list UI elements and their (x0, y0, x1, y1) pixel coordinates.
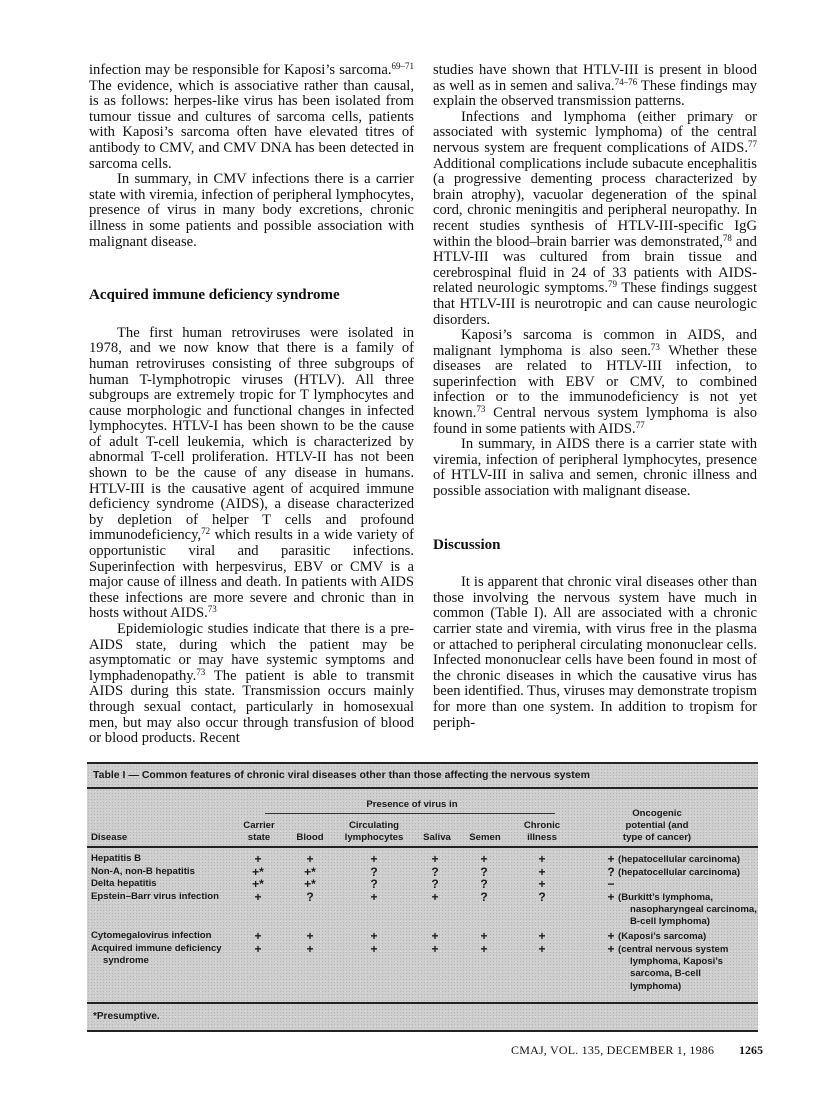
cell-saliva: ? (431, 864, 439, 879)
group-header-rule (265, 813, 555, 814)
cell-semen: + (480, 941, 488, 956)
reference: 79 (607, 279, 617, 290)
cell-semen: + (480, 929, 488, 943)
text: studies have shown that HTLV-III is present in blood as well as in semen and saliva. (433, 62, 757, 94)
cell-disease (91, 853, 141, 865)
text: Epidemiologic studies indicate that there is a pre-AIDS state, during which the patient may be asymptomatic or may have systemic symptoms and lymphadenopathy. (89, 621, 414, 684)
paragraph (433, 328, 757, 437)
cell-saliva: + (431, 941, 439, 956)
paragraph (89, 622, 414, 747)
text: The patient is able to transmit AIDS during this state. Transmission occurs mainly through sexual contact, particularly in homosexual men, but may also occur through transfusion of blood or blood products. Recent (89, 667, 414, 747)
cell-blood: + (306, 941, 314, 956)
text: Kaposi’s sarcoma is common in AIDS, and malignant lymphoma is also seen. (433, 327, 757, 359)
paragraph: It is apparent that chronic viral diseases other than those involving the nervous system have much in common (Table I). All are associated with a chronic carrier state and viremia, with virus free in the plasma or attached to peripheral circulating mononuclear cells. Infected mononuclear cells have been found in most of the chronic diseases in which the causative virus has been identified. Thus, viruses may demonstrate tropism for more than one system. In addition to tropism for periph- (433, 574, 757, 731)
reference: 69–71 (391, 61, 414, 71)
cell-onco: + (607, 889, 615, 904)
reference: 72 (201, 526, 211, 537)
cell-disease (91, 878, 157, 890)
header-line: Circulating (348, 820, 400, 831)
cell-line: lymphoma, Kaposi’s (630, 955, 723, 967)
cell-disease (91, 891, 219, 903)
cell-saliva: + (431, 852, 439, 866)
reference: 73 (476, 404, 486, 415)
cell-blood: + (306, 852, 314, 866)
reference: 73 (650, 341, 660, 352)
cell-chronic: ? (538, 889, 546, 904)
cell-onco: + (607, 941, 615, 956)
reference: 73 (207, 604, 217, 615)
cell-cancer-type (618, 944, 728, 994)
cell-blood: +* (304, 864, 316, 879)
cell-semen: + (480, 852, 488, 866)
cell-chronic: + (538, 852, 546, 866)
header-oncogenic-potential (587, 808, 727, 844)
header-chronic-illness (512, 820, 572, 844)
cell-semen: ? (480, 889, 488, 904)
table-footnote: *Presumptive. (93, 1011, 160, 1022)
cell-line: nasopharyngeal carcinoma, (630, 903, 757, 915)
cell-carrier: + (254, 941, 262, 956)
cell-onco: + (607, 929, 615, 943)
cell-line: (central nervous system (618, 943, 729, 955)
reference: 77 (748, 138, 757, 149)
table-rule (87, 787, 758, 789)
cell-line: (hepatocellular carcinoma) (618, 866, 741, 878)
cell-saliva: + (431, 929, 439, 943)
header-disease: Disease (91, 832, 128, 843)
cell-line: (hepatocellular carcinoma) (618, 854, 741, 865)
cell-cancer-type (618, 867, 740, 879)
cell-line: Delta hepatitis (91, 878, 157, 889)
cell-lymph: ? (370, 864, 378, 879)
text: Infections and lymphoma (either primary or associated with systemic lymphoma) of the central nervous system are frequent complications of AIDS. (433, 108, 757, 156)
cell-line: Non-A, non-B hepatitis (91, 865, 195, 877)
reference: 78 (722, 232, 732, 243)
cell-chronic: + (538, 877, 546, 891)
paragraph (433, 110, 757, 328)
cell-line: Epstein–Barr virus infection (91, 890, 219, 902)
reference: 73 (196, 666, 206, 677)
header-semen: Semen (469, 832, 501, 843)
text: infection may be responsible for Kaposi’s sarcoma. (89, 62, 392, 78)
cell-lymph: + (370, 929, 378, 943)
header-carrier-state (239, 820, 279, 844)
cell-disease (91, 943, 222, 967)
paragraph (89, 326, 414, 622)
cell-line: syndrome (103, 954, 149, 966)
cell-semen: ? (480, 877, 488, 891)
header-line: state (247, 832, 271, 843)
text: These findings suggest that HTLV-III is neurotropic and can cause neurologic disorders. (433, 280, 757, 328)
cell-semen: ? (480, 864, 488, 879)
cell-blood: + (306, 929, 314, 943)
cell-carrier: + (254, 889, 262, 904)
cell-blood: ? (306, 889, 314, 904)
text: These findings may explain the observed transmission patterns. (433, 77, 757, 110)
table-rule (87, 1030, 758, 1032)
cell-line: sarcoma, B-cell (630, 968, 701, 980)
cell-onco: − (607, 877, 615, 891)
table-rule (87, 1002, 758, 1004)
cell-carrier: + (254, 929, 262, 943)
cell-line: Acquired immune deficiency (91, 942, 222, 954)
table-rule (87, 846, 758, 848)
cell-cancer-type (618, 931, 706, 943)
text: Central nervous system lymphoma is also found in some patients with AIDS. (433, 405, 757, 437)
group-header: Presence of virus in (366, 799, 458, 810)
header-line: potential (and (625, 820, 689, 831)
cell-onco: ? (607, 864, 615, 879)
cell-line: Cytomegalovirus infection (91, 930, 212, 941)
header-line: Chronic (523, 820, 561, 831)
left-column (89, 63, 414, 747)
cell-lymph: + (370, 852, 378, 866)
cell-cancer-type (618, 892, 757, 929)
section-heading: Discussion (433, 536, 501, 553)
journal-citation: CMAJ, VOL. 135, DECEMBER 1, 1986 (511, 1043, 715, 1057)
cell-line: lymphoma) (630, 980, 682, 992)
paragraph: In summary, in AIDS there is a carrier state with viremia, infection of peripheral lymphocytes, presence of HTLV-III in saliva and semen, chronic illness and possible association with malignant disease. (433, 436, 757, 500)
cell-carrier: +* (252, 864, 264, 879)
cell-line: (Kaposi’s sarcoma) (618, 931, 707, 942)
header-line: illness (527, 832, 557, 843)
header-saliva: Saliva (423, 832, 451, 843)
text: Whether these diseases are related to HTLV-III infection, to superinfection with EBV or CMV, to combined infection or to the immunodeficiency is not yet known. (433, 342, 757, 422)
table-rule (87, 762, 758, 764)
reference: 77 (635, 419, 645, 430)
text: Additional complications include subacute encephalitis (a progressive dementing process characterized by brain atrophy), vacuolar degeneration of the spinal cord, chronic meningitis and peripheral neuropathy. In recent studies synthesis of HTLV-III-specific IgG within the blood–brain barrier was demonstrated, (433, 155, 757, 250)
cell-saliva: + (431, 889, 439, 904)
text: which results in a wide variety of opportunistic viral and parasitic infections. Superinfection with herpesvirus, EBV or CMV is a major cause of illness and death. In patients with AIDS these infections are more severe and chronic than in hosts without AIDS. (89, 527, 414, 622)
paragraph: In summary, in CMV infections there is a carrier state with viremia, infection of peripheral lymphocytes, presence of virus in many body excretions, chronic illness in some patients and possible association with malignant disease. (89, 171, 414, 250)
header-blood: Blood (296, 832, 324, 843)
text: and HTLV-III was cultured from brain tissue and cerebrospinal fluid in 24 of 33 patients with AIDS-related neurologic symptoms. (433, 233, 757, 297)
cell-onco: + (607, 852, 615, 866)
header-line: Oncogenic (632, 808, 682, 819)
cell-lymph: + (370, 889, 378, 904)
paragraph (89, 63, 414, 172)
table-title: Table I — Common features of chronic viral diseases other than those affecting the nervous system (93, 769, 590, 781)
cell-saliva: ? (431, 877, 439, 891)
cell-lymph: + (370, 941, 378, 956)
reference: 74–76 (614, 76, 638, 87)
cell-blood: +* (304, 877, 316, 891)
header-circulating-lymphocytes (334, 820, 414, 844)
header-line: type of cancer) (622, 832, 692, 843)
cell-disease (91, 930, 211, 942)
cell-line: B-cell lymphoma) (630, 916, 710, 928)
header-line: Carrier (243, 820, 275, 831)
paragraph (433, 63, 757, 110)
cell-chronic: + (538, 929, 546, 943)
page-number: 1265 (739, 1043, 763, 1057)
cell-carrier: + (254, 852, 262, 866)
cell-chronic: + (538, 864, 546, 879)
text: The first human retroviruses were isolated in 1978, and we now know that there is a family of human retroviruses consisting of three subgroups of human T-lymphotropic viruses (HTLV). All three subgroups are extremely tropic for T lymphocytes and cause morphologic and functional changes in infected lymphocytes. HTLV-I has been shown to be the cause of adult T-cell leukemia, which is characterized by abnormal T-cell proliferation. HTLV-II has not been shown to be the cause of any disease in humans. HTLV-III is the causative agent of acquired immune deficiency syndrome (AIDS), a disease characterized by depletion of helper T cells and profound immunodeficiency, (89, 324, 414, 544)
text: The evidence, which is associative rather than causal, is as follows: herpes-like virus has been isolated from tumour tissue and cultures of sarcoma cells, patients with Kaposi’s sarcoma often have elevated titres of antibody to CMV, and CMV DNA has been detected in sarcoma cells. (89, 77, 414, 172)
cell-carrier: +* (252, 877, 264, 891)
cell-cancer-type (618, 854, 740, 866)
cell-line: (Burkitt’s lymphoma, (618, 891, 714, 903)
right-column (433, 63, 757, 731)
section-heading: Acquired immune deficiency syndrome (89, 287, 340, 304)
cell-chronic: + (538, 941, 546, 956)
cell-line: Hepatitis B (91, 853, 142, 864)
cell-lymph: ? (370, 877, 378, 891)
header-line: lymphocytes (344, 832, 404, 843)
table-i (87, 762, 758, 1032)
cell-disease (91, 866, 195, 878)
